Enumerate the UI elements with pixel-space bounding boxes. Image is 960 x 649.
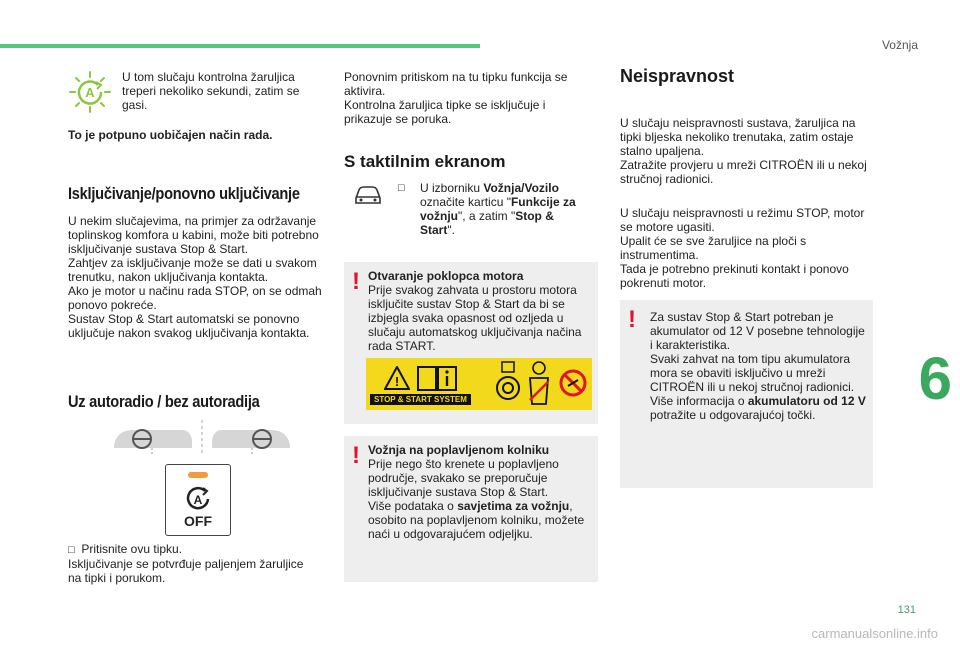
top-accent-bar (0, 44, 480, 48)
warning-triangle-icon (384, 366, 410, 395)
heading-autoradio: Uz autoradio / bez autoradija (68, 392, 260, 411)
malfunction-block-1 (620, 116, 872, 186)
body-line: U slučaju neispravnosti u režimu STOP, motor se motore ugasiti. (620, 206, 865, 234)
warning-text: Više podataka o (368, 499, 458, 513)
sticker-label: STOP & START SYSTEM (370, 394, 471, 405)
battery-topic: akumulatoru od 12 V (747, 394, 866, 408)
body-line: U slučaju neispravnosti sustava, žaruljica na tipki bljeska nekoliko trenutaka, zatim ostaje stalno upaljena. (620, 116, 856, 158)
no-touch-icon (558, 368, 588, 403)
warning-icon: ! (628, 306, 636, 333)
malfunction-block-2 (620, 206, 872, 290)
warning-text: Prije nego što krenete u poplavljeno područje, svakako se preporučuje isključivanje sustava Stop & Start. (368, 457, 559, 499)
menu-option-name: Stop & Start (420, 209, 554, 237)
disable-body (68, 214, 326, 340)
press-again-block (344, 70, 589, 126)
body-line: Upalit će se sve žaruljice na ploči s instrumentima. (620, 234, 807, 262)
warning-box-flood (344, 436, 598, 582)
button-off-label: OFF (184, 513, 212, 529)
manual-book-icon (416, 364, 458, 397)
page-number: 131 (897, 604, 916, 616)
auto-off-icon (180, 485, 216, 513)
warning-link-topic: savjetima za vožnju (457, 499, 570, 513)
battery-text: Svaki zahvat na tom tipu akumulatora mora se obaviti isključivo u mreži CITROËN ili u nekoj stručnoj radionici. (650, 352, 855, 394)
body-line: Tada je potrebno prekinuti kontakt i ponovo pokrenuti motor. (620, 262, 849, 290)
confirm-text: Isključivanje se potvrđuje paljenjem žaruljice na tipki i porukom. (68, 557, 304, 585)
menu-tab-name: Funkcije za vožnju (420, 195, 576, 223)
press-again-text: Ponovnim pritiskom na tu tipku funkcija se aktivira. (344, 70, 568, 98)
heading-malfunction: Neispravnost (620, 66, 735, 86)
menu-text: označite karticu " (420, 195, 511, 209)
battery-text: Za sustav Stop & Start potreban je akumulator od 12 V posebne tehnologije i karakteristika. (650, 310, 865, 352)
warning-title: Otvaranje poklopca motora (368, 269, 524, 283)
menu-instructions (420, 181, 590, 237)
intro-text: U tom slučaju kontrolna žaruljica treperi nekoliko sekundi, zatim se gasi. (122, 70, 300, 112)
fan-hazard-icon (494, 360, 522, 413)
normal-note: To je potpuno uobičajen način rada. (68, 128, 273, 142)
heading-disable: Isključivanje/ponovno uključivanje (68, 184, 300, 203)
bullet-icon: □ (398, 182, 405, 194)
menu-text: ", a zatim " (458, 209, 516, 223)
chapter-number: 6 (918, 345, 952, 412)
warning-text: Prije svakog zahvata u prostoru motora isključite sustav Stop & Start da bi se izbjegla svaka opasnost od ozljeda u slučaju automatskog uključivanja načina rada START. (368, 283, 582, 353)
menu-text: ". (447, 223, 455, 237)
warning-title: Vožnja na poplavljenom kolniku (368, 443, 550, 457)
body-line: Zahtjev za isključivanje može se dati u svakom trenutku, nakon uključivanja kontakta. (68, 256, 317, 284)
menu-path: Vožnja/Vozilo (483, 181, 559, 195)
warning-icon: ! (352, 268, 360, 295)
press-text: Pritisnite ovu tipku. (81, 542, 183, 556)
battery-text: potražite u odgovarajućoj točki. (650, 408, 816, 422)
battery-info-box (620, 300, 873, 488)
warning-text: , osobito na poplavljenom kolniku, možete naći u odgovarajućem odjeljku. (368, 499, 585, 541)
car-menu-icon (352, 180, 384, 208)
press-instructions (68, 542, 318, 585)
body-line: Ako je motor u načinu rada STOP, on se odmah ponovo pokreće. (68, 284, 322, 312)
press-again-text2: Kontrolna žaruljica tipke se isključuje i prikazuje se poruka. (344, 98, 546, 126)
watermark: carmanualsonline.info (811, 626, 938, 641)
battery-text: Više informacija o (650, 394, 748, 408)
hand-hazard-icon (526, 360, 552, 413)
heading-touchscreen: S taktilnim ekranom (344, 152, 506, 171)
stop-start-sticker (366, 358, 592, 410)
bullet-icon: □ (68, 544, 75, 556)
stop-start-off-button[interactable] (165, 464, 231, 536)
auto-stop-start-icon (68, 70, 112, 114)
warning-icon: ! (352, 442, 360, 469)
svg-text:!: ! (394, 374, 400, 389)
svg-text:A: A (85, 85, 95, 100)
body-line: Sustav Stop & Start automatski se ponovno uključuje nakon svakog uključivanja kontakta. (68, 312, 310, 340)
section-title: Vožnja (881, 38, 918, 52)
dashboard-illustration (112, 418, 292, 458)
menu-text: U izborniku (420, 181, 484, 195)
body-line: U nekim slučajevima, na primjer za održavanje toplinskog komfora u kabini, može biti potrebno isključivanje sustava Stop & Start. (68, 214, 319, 256)
svg-text:A: A (193, 493, 203, 507)
warning-box-hood (344, 262, 598, 424)
button-led (188, 472, 208, 478)
body-line: Zatražite provjeru u mreži CITROËN ili u nekoj stručnoj radionici. (620, 158, 867, 186)
